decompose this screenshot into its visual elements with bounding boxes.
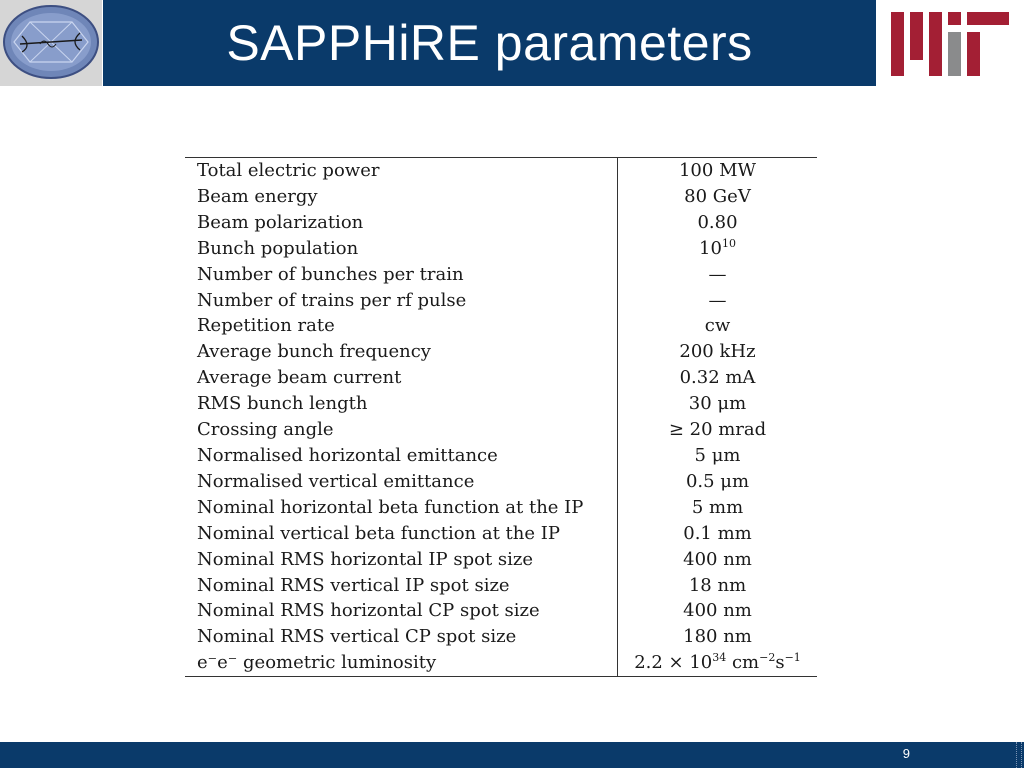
table-row	[185, 262, 817, 288]
table-row	[185, 598, 817, 624]
table-row	[185, 339, 817, 365]
parameter-value: 0.80	[697, 211, 738, 233]
value-exponent: 34	[712, 651, 727, 665]
parameter-value: cw	[704, 315, 731, 337]
parameter-name: Beam polarization	[185, 210, 618, 236]
parameter-name: Normalised vertical emittance	[185, 469, 618, 495]
table-row	[185, 313, 817, 339]
parameter-value: 0.5 μm	[685, 470, 750, 492]
parameter-name: Beam energy	[185, 184, 618, 210]
sapphire-gem-logo-icon	[0, 0, 102, 86]
parameter-name: Average beam current	[185, 365, 618, 391]
parameter-name: Nominal RMS vertical CP spot size	[185, 624, 618, 650]
page-number: 9	[902, 746, 910, 761]
parameter-name: Total electric power	[185, 158, 618, 184]
table-row	[185, 184, 817, 210]
value-unit-s: s	[775, 652, 785, 674]
value-unit-cm: cm	[726, 652, 760, 674]
parameter-value: —	[708, 263, 727, 285]
value-exponent-cm: −2	[759, 651, 776, 665]
parameter-value: 0.1 mm	[683, 522, 752, 544]
slide-edge-marker	[1016, 742, 1022, 768]
table-row	[185, 365, 817, 391]
sapphire-logo	[0, 0, 102, 86]
parameter-name: RMS bunch length	[185, 391, 618, 417]
value-exponent: 10	[721, 236, 736, 250]
parameter-value: 200 kHz	[679, 341, 756, 363]
parameter-name: Bunch population	[185, 236, 618, 262]
parameter-name: Normalised horizontal emittance	[185, 443, 618, 469]
title-bar	[103, 0, 876, 86]
parameter-name: Nominal vertical beta function at the IP	[185, 521, 618, 547]
parameter-value: 5 μm	[694, 444, 741, 466]
parameter-value: 0.32 mA	[679, 367, 756, 389]
parameter-name: Nominal RMS horizontal CP spot size	[185, 598, 618, 624]
mit-logo	[876, 0, 1024, 86]
parameter-name: Nominal horizontal beta function at the IP	[185, 495, 618, 521]
parameters-table	[185, 157, 817, 677]
footer-bar	[0, 742, 1024, 768]
table-row	[185, 288, 817, 314]
table-row	[185, 210, 817, 236]
parameter-name: Crossing angle	[185, 417, 618, 443]
parameter-value: 100 MW	[678, 160, 756, 181]
parameter-name: Average bunch frequency	[185, 339, 618, 365]
table-row	[185, 573, 817, 599]
parameter-value: —	[708, 289, 727, 311]
table-row	[185, 624, 817, 650]
table-row	[185, 547, 817, 573]
parameter-name: Number of bunches per train	[185, 262, 618, 288]
parameter-value: ≥ 20 mrad	[668, 419, 767, 441]
parameter-value: 180 nm	[683, 626, 752, 648]
parameter-value: 400 nm	[683, 548, 752, 570]
parameter-name: Repetition rate	[185, 313, 618, 339]
parameter-value: 5 mm	[691, 496, 744, 518]
parameter-value: 400 nm	[683, 600, 752, 622]
table-row	[185, 391, 817, 417]
table-row	[185, 417, 817, 443]
table-row	[185, 495, 817, 521]
table-row	[185, 469, 817, 495]
mit-logo-icon	[876, 0, 1024, 86]
table-row	[185, 650, 817, 676]
parameter-name: e⁻e⁻ geometric luminosity	[185, 650, 618, 676]
value-base: 10	[699, 237, 722, 259]
parameter-value	[618, 650, 818, 676]
page-title: SAPPHiRE parameters	[226, 15, 753, 71]
parameter-value: 30 μm	[688, 393, 747, 415]
parameter-value	[618, 236, 818, 262]
table-row	[185, 158, 817, 184]
table-row	[185, 443, 817, 469]
parameters-table-body	[185, 158, 817, 677]
value-exponent-s: −1	[784, 651, 801, 665]
table-row	[185, 236, 817, 262]
parameter-name: Nominal RMS vertical IP spot size	[185, 573, 618, 599]
table-row	[185, 521, 817, 547]
value-prefix: 2.2 × 10	[634, 652, 713, 674]
parameter-value: 80 GeV	[684, 185, 751, 207]
parameter-name: Number of trains per rf pulse	[185, 288, 618, 314]
parameter-name: Nominal RMS horizontal IP spot size	[185, 547, 618, 573]
parameter-value: 18 nm	[688, 574, 747, 596]
